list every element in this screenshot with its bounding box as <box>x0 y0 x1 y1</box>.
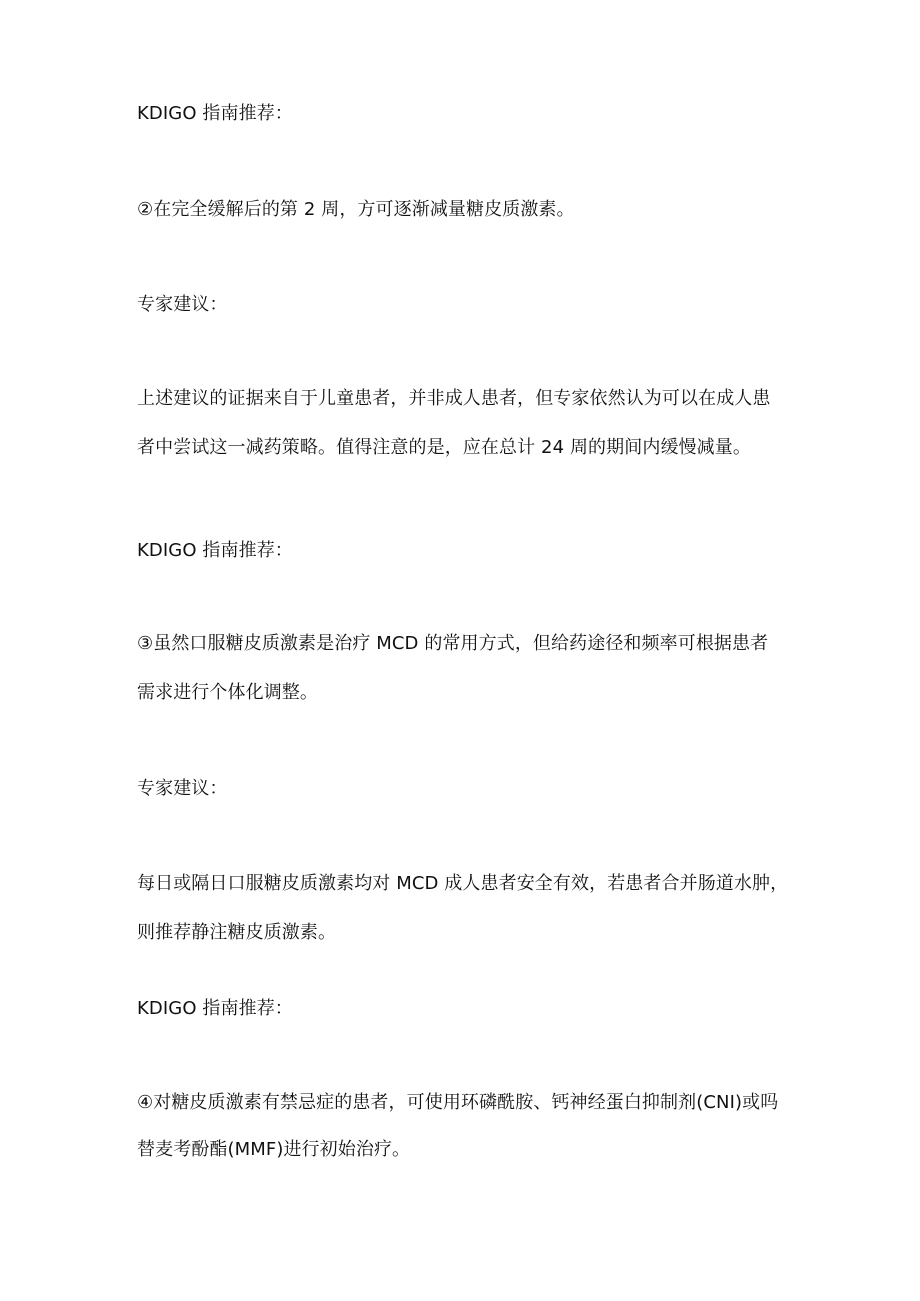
recommendation-text-line: 替麦考酚酯(MMF)进行初始治疗。 <box>137 1139 411 1160</box>
heading-kdigo-recommendation: KDIGO 指南推荐： <box>137 998 293 1019</box>
advice-text-line: 每日或隔日口服糖皮质激素均对 MCD 成人患者安全有效，若患者合并肠道水肿， <box>137 873 789 894</box>
recommendation-text-line: 需求进行个体化调整。 <box>137 682 318 703</box>
heading-expert-advice: 专家建议： <box>137 778 228 799</box>
recommendation-text-line: ③虽然口服糖皮质激素是治疗 MCD 的常用方式，但给药途径和频率可根据患者 <box>137 633 769 654</box>
advice-text-line: 上述建议的证据来自于儿童患者，并非成人患者，但专家依然认为可以在成人患 <box>137 388 771 409</box>
recommendation-text-line: ④对糖皮质激素有禁忌症的患者，可使用环磷酰胺、钙神经蛋白抑制剂(CNI)或吗 <box>137 1092 779 1113</box>
recommendation-text: ②在完全缓解后的第 2 周，方可逐渐减量糖皮质激素。 <box>137 199 575 220</box>
heading-expert-advice: 专家建议： <box>137 294 228 315</box>
heading-kdigo-recommendation: KDIGO 指南推荐： <box>137 103 293 124</box>
advice-text-line: 者中尝试这一减药策略。值得注意的是，应在总计 24 周的期间内缓慢减量。 <box>137 437 751 458</box>
heading-kdigo-recommendation: KDIGO 指南推荐： <box>137 540 293 561</box>
advice-text-line: 则推荐静注糖皮质激素。 <box>137 922 337 943</box>
